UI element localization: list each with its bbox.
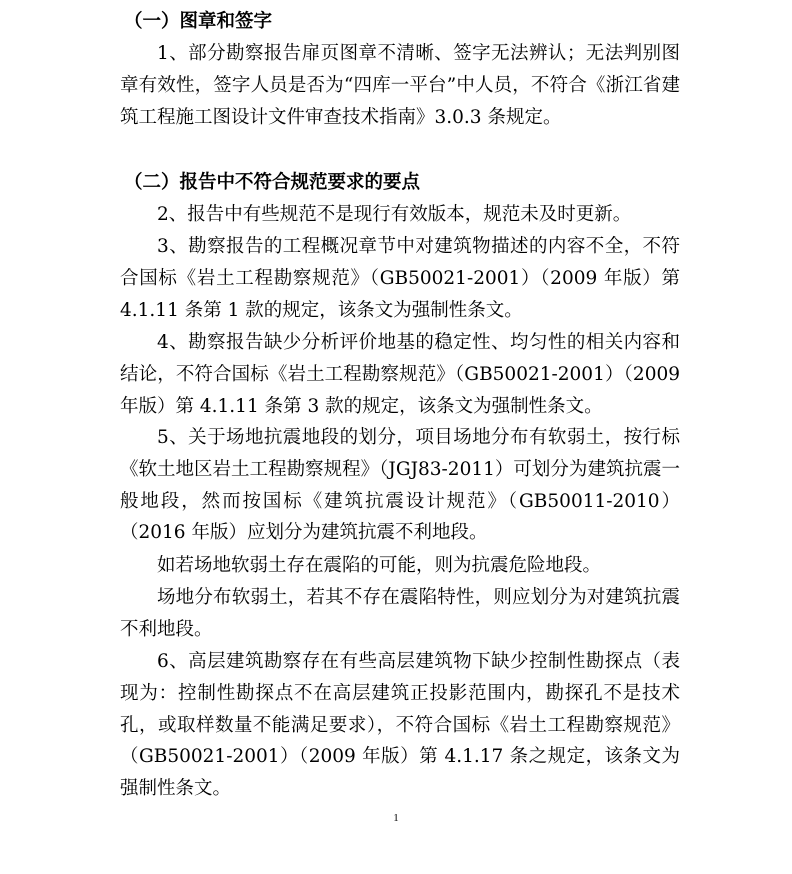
paragraph-item-2: 2、报告中有些规范不是现行有效版本，规范未及时更新。 — [157, 204, 632, 225]
paragraph-item-3: 3、勘察报告的工程概况章节中对建筑物描述的内容不全，不符合国标《岩土工程勘察规范》（GB50021-2001）（2009 年版）第 4.1.11 条第 1 款的规定，该条文为强制性条文。 — [120, 236, 680, 321]
paragraph-item-1: 1、部分勘察报告扉页图章不清晰、签字无法辨认；无法判别图章有效性，签字人员是否为“四库一平台”中人员，不符合《浙江省建筑工程施工图设计文件审查技术指南》3.0.3 条规定。 — [120, 43, 680, 128]
page-number: 1 — [393, 812, 399, 824]
section-heading-nonconforming-points: （二）报告中不符合规范要求的要点 — [124, 172, 421, 193]
paragraph-item-6: 6、高层建筑勘察存在有些高层建筑物下缺少控制性勘探点（表现为：控制性勘探点不在高层建筑正投影范围内，勘探孔不是技术孔，或取样数量不能满足要求），不符合国标《岩土工程勘察规范》（GB50021-2001）（2009 年版）第 4.1.17 条之规定，该条文为强制性条文。 — [120, 651, 680, 800]
paragraph-item-5: 5、关于场地抗震地段的划分，项目场地分布有软弱土，按行标《软土地区岩土工程勘察规程》（JGJ83-2011）可划分为建筑抗震一般地段，然而按国标《建筑抗震设计规范》（GB50011-2010）（2016 年版）应划分为建筑抗震不利地段。 — [120, 427, 680, 544]
paragraph-item-4: 4、勘察报告缺少分析评价地基的稳定性、均匀性的相关内容和结论，不符合国标《岩土工程勘察规范》（GB50021-2001）（2009 年版）第 4.1.11 条第 3 款的规定，该条文为强制性条文。 — [120, 332, 680, 417]
paragraph-soft-soil-note: 场地分布软弱土，若其不存在震陷特性，则应划分为对建筑抗震不利地段。 — [120, 587, 680, 640]
section-heading-seal-signature: （一）图章和签字 — [124, 11, 273, 32]
paragraph-liquefaction-note: 如若场地软弱土存在震陷的可能，则为抗震危险地段。 — [157, 555, 602, 576]
